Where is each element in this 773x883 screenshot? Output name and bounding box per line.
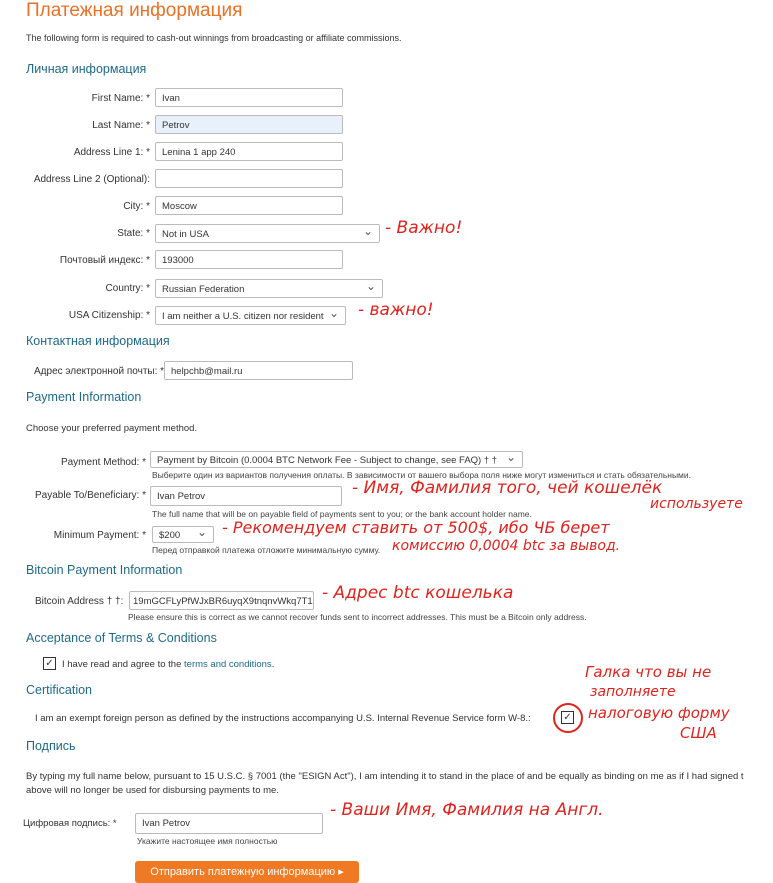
payment-method-label: Payment Method: * bbox=[60, 457, 146, 468]
min-payment-value: $200 bbox=[159, 530, 181, 541]
country-label: Country: * bbox=[105, 283, 150, 294]
esign-text-2: above will no longer be used for disbursing payments to me. bbox=[26, 785, 279, 796]
terms-end: . bbox=[271, 659, 275, 670]
intro-text: The following form is required to cash-out winnings from broadcasting or affiliate commissions. bbox=[26, 33, 402, 43]
city-label: City: * bbox=[123, 201, 150, 212]
payment-method-hint: Выберите один из вариантов получения оплаты. В зависимости от вашего выбора поля ниже могут измениться и стать обязательными. bbox=[152, 470, 692, 480]
signature-input[interactable]: Ivan Petrov bbox=[135, 813, 323, 834]
email-input[interactable]: helpchb@mail.ru bbox=[164, 361, 353, 380]
citizenship-value: I am neither a U.S. citizen nor resident bbox=[162, 311, 324, 322]
min-payment-hint: Перед отправкой платежа отложите минимальную сумму. bbox=[152, 545, 381, 555]
annotation-payable-2: используете bbox=[650, 496, 743, 512]
first-name-label: First Name: * bbox=[91, 93, 150, 104]
payment-heading: Payment Information bbox=[26, 390, 142, 404]
address2-label: Address Line 2 (Optional): bbox=[33, 174, 150, 185]
city-input[interactable]: Moscow bbox=[155, 196, 343, 215]
address1-input[interactable]: Lenina 1 app 240 bbox=[155, 142, 343, 161]
annotation-min-2: комиссию 0,0004 btc за вывод. bbox=[392, 538, 621, 554]
last-name-label: Last Name: * bbox=[92, 120, 150, 131]
bitcoin-heading: Bitcoin Payment Information bbox=[26, 563, 183, 577]
state-value: Not in USA bbox=[162, 229, 209, 240]
annotation-citizenship: - важно! bbox=[358, 300, 434, 320]
payable-input[interactable]: Ivan Petrov bbox=[150, 486, 342, 506]
annotation-min-1: - Рекомендуем ставить от 500$, ибо ЧБ берет bbox=[222, 518, 610, 537]
btc-address-hint: Please ensure this is correct as we cannot recover funds sent to incorrect addresses. This must be a Bitcoin only address. bbox=[128, 612, 587, 622]
annotation-state: - Важно! bbox=[385, 218, 463, 238]
submit-button[interactable]: Отправить платежную информацию ▸ bbox=[135, 861, 359, 883]
payment-method-value: Payment by Bitcoin (0.0004 BTC Network Fee - Subject to change, see FAQ) † † bbox=[157, 455, 498, 466]
payable-label: Payable To/Beneficiary: * bbox=[35, 490, 146, 501]
country-value: Russian Federation bbox=[162, 284, 245, 295]
first-name-input[interactable]: Ivan bbox=[155, 88, 343, 107]
min-payment-select[interactable] bbox=[152, 526, 214, 543]
terms-link[interactable]: terms and conditions bbox=[184, 659, 272, 670]
min-payment-label: Minimum Payment: * bbox=[53, 530, 146, 541]
address1-label: Address Line 1: * bbox=[73, 147, 150, 158]
terms-heading: Acceptance of Terms & Conditions bbox=[26, 631, 217, 645]
esign-text-1: By typing my full name below, pursuant to 15 U.S.C. § 7001 (the "ESIGN Act"), I am intending it to stand in the place of and be equally as binding on me as if I had signed t bbox=[26, 771, 744, 782]
address2-input[interactable] bbox=[155, 169, 343, 188]
annotation-cert-4: США bbox=[680, 724, 717, 742]
annotation-btc: - Адрес btc кошелька bbox=[322, 583, 514, 603]
certification-text: I am an exempt foreign person as defined by the instructions accompanying U.S. Internal Revenue Service form W-8.: bbox=[35, 713, 531, 724]
terms-checkbox[interactable]: ✓ bbox=[43, 657, 56, 670]
postal-input[interactable]: 193000 bbox=[155, 250, 343, 269]
country-select[interactable] bbox=[155, 279, 383, 298]
terms-label: I have read and agree to the bbox=[62, 659, 185, 670]
citizenship-select[interactable] bbox=[155, 306, 346, 325]
annotation-cert-1: Галка что вы не bbox=[585, 663, 712, 681]
citizenship-label: USA Citizenship: * bbox=[68, 310, 150, 321]
btc-address-input[interactable]: 19mGCFLyPfWJxBR6uyqX9tnqnvWkq7T1 bbox=[129, 591, 314, 610]
state-label: State: * bbox=[117, 228, 150, 239]
payment-method-select[interactable] bbox=[150, 451, 523, 468]
terms-text bbox=[62, 659, 274, 670]
postal-label: Почтовый индекс: * bbox=[59, 255, 150, 266]
certification-heading: Certification bbox=[26, 683, 92, 697]
last-name-input[interactable]: Petrov bbox=[155, 115, 343, 134]
annotation-cert-2: заполняете bbox=[590, 684, 676, 700]
btc-address-label: Bitcoin Address † †: bbox=[35, 596, 124, 607]
email-label: Адрес электронной почты: * bbox=[34, 366, 165, 377]
annotation-circle bbox=[553, 703, 583, 733]
personal-heading: Личная информация bbox=[26, 62, 147, 76]
choose-text: Choose your preferred payment method. bbox=[26, 423, 198, 434]
page-title: Платежная информация bbox=[26, 0, 243, 21]
signature-hint: Укажите настоящее имя полностью bbox=[137, 836, 278, 846]
annotation-signature: - Ваши Имя, Фамилия на Англ. bbox=[330, 800, 604, 820]
contact-heading: Контактная информация bbox=[26, 334, 170, 348]
signature-label: Цифровая подпись: * bbox=[23, 818, 117, 829]
payable-hint: The full name that will be on payable field of payments sent to you; or the bank account holder name. bbox=[152, 509, 532, 519]
annotation-cert-3: налоговую форму bbox=[588, 704, 730, 722]
signature-heading: Подпись bbox=[26, 739, 76, 753]
annotation-payable-1: - Имя, Фамилия того, чей кошелёк bbox=[352, 478, 663, 498]
state-select[interactable] bbox=[155, 224, 380, 243]
certification-checkbox[interactable]: ✓ bbox=[561, 711, 574, 724]
